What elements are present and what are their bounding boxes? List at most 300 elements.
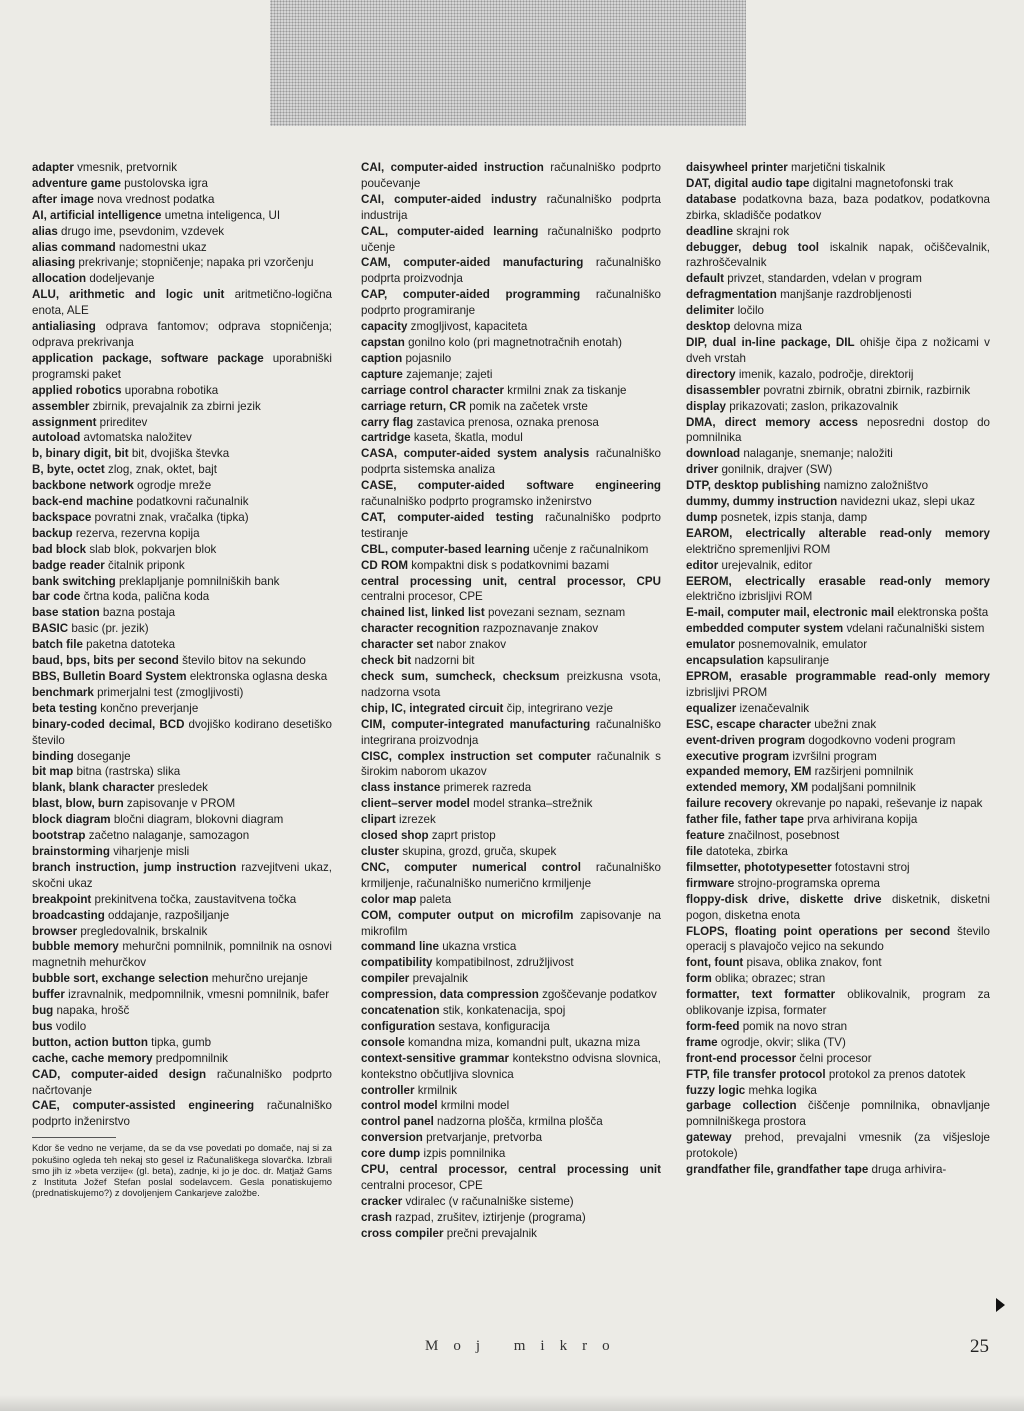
entry-term: alias command (32, 240, 116, 254)
glossary-entry (686, 1067, 990, 1083)
entry-term: aliasing (32, 256, 76, 270)
entry-term: bubble sort, exchange selection (32, 972, 209, 986)
entry-term: bug (32, 1004, 54, 1018)
glossary-entry (686, 621, 990, 637)
entry-term: clipart (361, 813, 396, 827)
glossary-entry (361, 1114, 661, 1130)
entry-term: father file, father tape (686, 813, 804, 827)
glossary-entry (361, 1035, 661, 1051)
entry-term: editor (686, 558, 719, 572)
entry-definition: urejevalnik, editor (721, 558, 813, 572)
glossary-entry (32, 351, 332, 383)
entry-definition: čip, integrirano vezje (506, 701, 613, 715)
entry-term: compiler (361, 972, 410, 986)
entry-definition: rezerva, rezervna kopija (75, 526, 200, 540)
entry-term: E-mail, computer mail, electronic mail (686, 606, 895, 620)
entry-definition: privzet, standarden, vdelan v program (727, 272, 922, 286)
entry-term: defragmentation (686, 288, 777, 302)
entry-term: base station (32, 606, 100, 620)
glossary-entry (361, 828, 661, 844)
entry-definition: prekrivanje; stopničenje; napaka pri vzorčenju (78, 256, 314, 270)
entry-definition: računalniško podprta industrija (361, 192, 661, 222)
glossary-entry (361, 939, 661, 955)
glossary-entry (361, 1083, 661, 1099)
glossary-entry (686, 383, 990, 399)
glossary-entry (32, 224, 332, 240)
entry-definition: uporabna robotika (124, 383, 219, 397)
glossary-entry (686, 367, 990, 383)
glossary-entry (686, 287, 990, 303)
glossary-entry (686, 860, 990, 876)
entry-definition: prekinitvena točka, zaustavitvena točka (94, 892, 297, 906)
glossary-entry (686, 399, 990, 415)
entry-term: daisywheel printer (686, 161, 788, 174)
entry-term: CPU, central processor, central processing unit (361, 1163, 661, 1177)
entry-term: cross compiler (361, 1226, 444, 1240)
entry-term: BBS, Bulletin Board System (32, 670, 187, 683)
entry-term: central processing unit, central processor, CPU (361, 574, 661, 588)
glossary-entry (361, 399, 661, 415)
glossary-entry (32, 192, 332, 208)
glossary-entry (361, 558, 661, 574)
entry-definition: slab blok, pokvarjen blok (89, 542, 217, 556)
entry-definition: zastavica prenosa, oznaka prenosa (416, 415, 599, 429)
glossary-entry (361, 160, 661, 192)
entry-term: executive program (686, 749, 790, 763)
glossary-entry (686, 526, 990, 558)
entry-term: CISC, complex instruction set computer (361, 749, 592, 763)
entry-definition: mehka logika (748, 1083, 817, 1097)
entry-term: cracker (361, 1194, 403, 1208)
entry-definition: bazna postaja (102, 606, 176, 620)
entry-definition: vodilo (55, 1019, 87, 1033)
entry-definition: mehurčni pomnilnik, pomnilnik na osnovi magnetnih mehurčkov (32, 940, 332, 970)
entry-term: backspace (32, 510, 92, 524)
entry-definition: pretvarjanje, pretvorba (426, 1131, 543, 1145)
entry-term: broadcasting (32, 908, 105, 922)
entry-term: capture (361, 367, 403, 381)
entry-term: equalizer (686, 701, 737, 715)
entry-definition: povratni zbirnik, obratni zbirnik, razbirnik (763, 383, 971, 397)
entry-definition: učenje z računalnikom (533, 542, 649, 556)
entry-definition: kaseta, škatla, modul (413, 431, 523, 445)
entry-term: console (361, 1035, 405, 1049)
entry-term: core dump (361, 1147, 421, 1161)
entry-definition: strojno-programska oprema (737, 876, 880, 890)
entry-definition: oblika; obrazec; stran (715, 972, 826, 986)
entry-term: bit map (32, 765, 74, 779)
entry-term: backup (32, 526, 73, 540)
entry-term: driver (686, 463, 719, 477)
entry-definition: izvršilni program (792, 749, 877, 763)
glossary-entry (361, 749, 661, 781)
glossary-entry (686, 462, 990, 478)
glossary-entry (361, 446, 661, 478)
entry-term: debugger, debug tool (686, 240, 820, 254)
entry-definition: razvejitveni ukaz, skočni ukaz (32, 860, 332, 890)
entry-definition: prva arhivirana kopija (807, 813, 918, 827)
glossary-entry (32, 653, 332, 669)
glossary-entry (686, 192, 990, 224)
entry-definition: pojasnilo (405, 351, 452, 365)
entry-term: frame (686, 1035, 718, 1049)
entry-definition: oddajanje, razpošiljanje (108, 908, 230, 922)
glossary-entry (32, 892, 332, 908)
entry-definition: elektronska oglasna deska (189, 670, 328, 683)
entry-term: CBL, computer-based learning (361, 542, 530, 556)
entry-definition: čitalnik priponk (108, 558, 185, 572)
entry-definition: razširjeni pomnilnik (814, 765, 914, 779)
glossary-entry (361, 955, 661, 971)
glossary-entry (32, 971, 332, 987)
entry-definition: električno izbrisljivi ROM (686, 590, 813, 604)
glossary-entry (686, 876, 990, 892)
glossary-entry (361, 987, 661, 1003)
entry-term: CAL, computer-aided learning (361, 224, 539, 238)
entry-term: binding (32, 749, 74, 763)
entry-definition: kompatibilnost, združljivost (435, 956, 574, 970)
glossary-entry (32, 812, 332, 828)
entry-term: CAE, computer-assisted engineering (32, 1099, 255, 1113)
entry-term: CAD, computer-aided design (32, 1067, 207, 1081)
entry-term: b, binary digit, bit (32, 447, 129, 461)
glossary-entry (686, 558, 990, 574)
glossary-entry (686, 605, 990, 621)
entry-definition: posnemovalnik, emulator (738, 638, 868, 652)
glossary-entry (32, 510, 332, 526)
entry-term: form-feed (686, 1019, 740, 1033)
glossary-entry (361, 430, 661, 446)
entry-term: formatter, text formatter (686, 988, 836, 1002)
entry-term: file (686, 844, 703, 858)
entry-definition: marjetični tiskalnik (791, 161, 886, 174)
entry-term: browser (32, 924, 78, 938)
glossary-entry (361, 542, 661, 558)
entry-definition: povezani seznam, seznam (487, 606, 626, 620)
entry-term: event-driven program (686, 733, 806, 747)
glossary-entry (32, 240, 332, 256)
glossary-entry (361, 478, 661, 510)
entry-term: backbone network (32, 479, 134, 493)
glossary-entry (361, 415, 661, 431)
glossary-entry (32, 430, 332, 446)
glossary-entry (32, 399, 332, 415)
entry-term: allocation (32, 272, 87, 286)
glossary-entry (686, 924, 990, 956)
entry-definition: centralni procesor, CPE (361, 590, 483, 604)
entry-definition: uporabniški programski paket (32, 351, 332, 381)
entry-term: EEROM, electrically erasable read-only memory (686, 574, 990, 588)
entry-definition: prečni prevajalnik (446, 1226, 537, 1240)
entry-definition: prireditev (99, 415, 148, 429)
glossary-entry (361, 637, 661, 653)
entry-term: compression, data compression (361, 988, 539, 1002)
glossary-entry (361, 1194, 661, 1210)
entry-term: failure recovery (686, 797, 773, 811)
entry-term: class instance (361, 781, 441, 795)
entry-definition: računalniško podprto programiranje (361, 288, 661, 318)
entry-definition: dvojiško kodirano desetiško število (32, 717, 332, 747)
entry-definition: ohišje čipa z nožicami v dveh vrstah (686, 335, 990, 365)
entry-definition: nadzorni bit (414, 654, 475, 668)
glossary-entry (686, 574, 990, 606)
entry-term: capacity (361, 320, 408, 334)
entry-term: button, action button (32, 1035, 148, 1049)
glossary-entry (686, 828, 990, 844)
entry-term: dump (686, 510, 718, 524)
entry-term: ESC, escape character (686, 717, 812, 731)
glossary-entry (32, 828, 332, 844)
entry-term: character recognition (361, 622, 480, 636)
glossary-entry (686, 955, 990, 971)
entry-definition: zmogljivost, kapaciteta (410, 320, 528, 334)
entry-term: application package, software package (32, 351, 264, 365)
entry-term: extended memory, XM (686, 781, 809, 795)
glossary-entry (686, 303, 990, 319)
note-divider (32, 1137, 116, 1138)
glossary-entry (686, 844, 990, 860)
glossary-entry (32, 494, 332, 510)
entry-term: EPROM, erasable programmable read-only memory (686, 670, 990, 683)
entry-definition: odprava fantomov; odprava stopničenja; odprava prekrivanja (32, 320, 332, 349)
entry-term: CAI, computer-aided instruction (361, 161, 544, 174)
entry-definition: ogrodje mreže (137, 479, 212, 493)
entry-term: floppy-disk drive, diskette drive (686, 892, 882, 906)
glossary-entry (686, 494, 990, 510)
entry-definition: bit, dvojiška števka (131, 447, 230, 461)
entry-definition: nadomestni ukaz (119, 240, 207, 254)
entry-definition: čelni procesor (799, 1051, 872, 1065)
glossary-entry (686, 733, 990, 749)
entry-term: capstan (361, 335, 405, 349)
entry-term: carriage control character (361, 383, 505, 397)
entry-term: display (686, 399, 726, 413)
entry-definition: imenik, kazalo, področje, direktorij (738, 367, 914, 381)
entry-definition: gonilno kolo (pri magnetnotračnih enotah) (408, 335, 623, 349)
entry-definition: čiščenje pomnilnika, obnavljanje pomnilniškega prostora (686, 1099, 990, 1129)
entry-definition: ločilo (737, 304, 764, 318)
entry-definition: značilnost, posebnost (727, 829, 840, 843)
entry-term: benchmark (32, 685, 94, 699)
entry-term: bar code (32, 590, 81, 604)
entry-term: buffer (32, 988, 65, 1002)
glossary-entry (686, 1098, 990, 1130)
glossary-entry (32, 924, 332, 940)
glossary-entry (361, 1098, 661, 1114)
entry-definition: viharjenje misli (113, 844, 190, 858)
entry-definition: izravnalnik, medpomnilnik, vmesni pomnilnik, bafer (68, 988, 330, 1002)
entry-definition: dogodkovno vodeni program (808, 733, 956, 747)
glossary-entry (32, 446, 332, 462)
entry-definition: preklapljanje pomnilniških bank (118, 574, 280, 588)
glossary-entry (361, 621, 661, 637)
entry-term: autoload (32, 431, 81, 445)
column-3-entries (686, 160, 990, 1178)
entry-definition: stik, konkatenacija, spoj (442, 1004, 566, 1018)
entry-term: context-sensitive grammar (361, 1051, 509, 1065)
entry-term: character set (361, 638, 434, 652)
glossary-entry (686, 271, 990, 287)
glossary-entry (32, 844, 332, 860)
entry-definition: zbirnik, prevajalnik za zbirni jezik (92, 399, 261, 413)
entry-definition: računalniško podprto poučevanje (361, 161, 661, 190)
entry-definition: vdelani računalniški sistem (846, 622, 985, 636)
entry-definition: delovna miza (733, 320, 802, 334)
entry-definition: računalniško krmiljenje, računalniško numerično krmiljenje (361, 860, 661, 890)
glossary-entry (686, 415, 990, 447)
entry-term: carry flag (361, 415, 414, 429)
glossary-entry (361, 1051, 661, 1083)
entry-definition: avtomatska naložitev (83, 431, 192, 445)
entry-term: disassembler (686, 383, 761, 397)
glossary-entry (686, 749, 990, 765)
entry-term: check sum, sumcheck, checksum (361, 670, 560, 683)
glossary-entry (32, 717, 332, 749)
entry-term: firmware (686, 876, 735, 890)
entry-definition: razpad, zrušitev, iztirjenje (programa) (395, 1210, 586, 1224)
glossary-entry (32, 478, 332, 494)
glossary-entry (686, 764, 990, 780)
glossary-entry (32, 558, 332, 574)
glossary-entry (32, 860, 332, 892)
entry-definition: kompaktni disk s podatkovnimi bazami (411, 558, 610, 572)
glossary-entry (686, 1162, 990, 1178)
glossary-entry (686, 812, 990, 828)
entry-term: CAM, computer-aided manufacturing (361, 256, 584, 270)
entry-definition: pregledovalnik, brskalnik (80, 924, 208, 938)
entry-definition: elektronska pošta (897, 606, 989, 620)
entry-definition: črtna koda, palična koda (83, 590, 210, 604)
glossary-entry (686, 669, 990, 701)
entry-term: bank switching (32, 574, 116, 588)
entry-definition: presledek (157, 781, 208, 795)
glossary-entry (361, 335, 661, 351)
glossary-entry (686, 176, 990, 192)
glossary-entry (361, 1019, 661, 1035)
entry-definition: pisava, oblika znakov, font (746, 956, 882, 970)
glossary-entry (32, 701, 332, 717)
entry-definition: posnetek, izpis stanja, damp (720, 510, 868, 524)
glossary-entry (361, 701, 661, 717)
glossary-entry (361, 892, 661, 908)
entry-term: CD ROM (361, 558, 409, 572)
entry-definition: izpis pomnilnika (423, 1147, 506, 1161)
entry-term: embedded computer system (686, 622, 844, 636)
entry-definition: izrezek (399, 813, 436, 827)
entry-definition: aritmetično-logična enota, ALE (32, 288, 332, 318)
entry-term: brainstorming (32, 844, 110, 858)
scan-edge-shadow (0, 1395, 1024, 1411)
entry-definition: skupina, grozd, gruča, skupek (402, 844, 557, 858)
entry-term: binary-coded decimal, BCD (32, 717, 185, 731)
entry-term: directory (686, 367, 736, 381)
glossary-entry (32, 1003, 332, 1019)
entry-definition: zajemanje; zajeti (406, 367, 493, 381)
entry-definition: povratni znak, vračalka (tipka) (94, 510, 249, 524)
entry-definition: basic (pr. jezik) (71, 622, 149, 636)
glossary-entry (32, 589, 332, 605)
glossary-entry (361, 351, 661, 367)
entry-term: grandfather file, grandfather tape (686, 1163, 869, 1177)
glossary-entry (361, 224, 661, 256)
entry-definition: računalniško podprto programsko inženirstvo (361, 495, 592, 509)
entry-term: adventure game (32, 176, 121, 190)
entry-definition: računalniško podprta proizvodnja (361, 256, 661, 286)
entry-term: deadline (686, 224, 734, 238)
glossary-entry (361, 1226, 661, 1242)
entry-definition: vdiralec (v računalniške sisteme) (405, 1194, 574, 1208)
entry-definition: računalniško integrirana proizvodnja (361, 717, 661, 747)
glossary-entry (361, 574, 661, 606)
entry-definition: kapsuliranje (767, 654, 830, 668)
glossary-entry (686, 653, 990, 669)
entry-definition: doseganje (77, 749, 131, 763)
halftone-image-block (270, 0, 746, 126)
entry-definition: komandna miza, komandni pult, ukazna miza (408, 1035, 641, 1049)
glossary-entry (32, 669, 332, 685)
entry-definition: iskalnik napak, očiščevalnik, razhroščevalnik (686, 240, 990, 270)
entry-definition: neposredni dostop do pomnilnika (686, 415, 990, 445)
glossary-entry (361, 319, 661, 335)
glossary-entry (361, 780, 661, 796)
entry-definition: računalnik s širokim naborom ukazov (361, 749, 661, 779)
entry-term: bus (32, 1019, 53, 1033)
glossary-entry (32, 160, 332, 176)
entry-term: DAT, digital audio tape (686, 176, 810, 190)
glossary-entry (32, 1067, 332, 1099)
entry-definition: navidezni ukaz, slepi ukaz (840, 495, 976, 509)
entry-definition: končno preverjanje (100, 701, 199, 715)
entry-definition: gonilnik, drajver (SW) (721, 463, 833, 477)
entry-term: default (686, 272, 725, 286)
entry-definition: druga arhivira- (871, 1163, 947, 1177)
entry-term: gateway (686, 1131, 732, 1145)
entry-term: ALU, arithmetic and logic unit (32, 288, 225, 302)
glossary-entry (32, 1035, 332, 1051)
glossary-column-1 (32, 160, 332, 1199)
entry-term: control model (361, 1099, 438, 1113)
entry-definition: izbrisljivi PROM (686, 685, 768, 699)
entry-term: control panel (361, 1115, 434, 1129)
entry-term: garbage collection (686, 1099, 797, 1113)
glossary-entry (361, 844, 661, 860)
entry-term: emulator (686, 638, 735, 652)
entry-definition: skrajni rok (736, 224, 790, 238)
entry-term: B, byte, octet (32, 463, 105, 477)
glossary-entry (361, 653, 661, 669)
glossary-entry (32, 271, 332, 287)
glossary-entry (686, 717, 990, 733)
entry-term: CNC, computer numerical control (361, 860, 581, 874)
entry-definition: izenačevalnik (739, 701, 810, 715)
entry-term: after image (32, 192, 94, 206)
glossary-entry (32, 749, 332, 765)
entry-term: bad block (32, 542, 87, 556)
glossary-entry (686, 1051, 990, 1067)
glossary-entry (686, 892, 990, 924)
glossary-entry (686, 319, 990, 335)
glossary-entry (361, 287, 661, 319)
entry-term: CAI, computer-aided industry (361, 192, 537, 206)
entry-term: branch instruction, jump instruction (32, 860, 237, 874)
entry-term: cluster (361, 844, 400, 858)
glossary-column-3 (686, 160, 990, 1178)
entry-term: beta testing (32, 701, 98, 715)
entry-definition: datoteka, zbirka (706, 844, 788, 858)
entry-definition: nova vrednost podatka (97, 192, 215, 206)
entry-term: CASA, computer-aided system analysis (361, 447, 590, 461)
entry-term: feature (686, 829, 725, 843)
